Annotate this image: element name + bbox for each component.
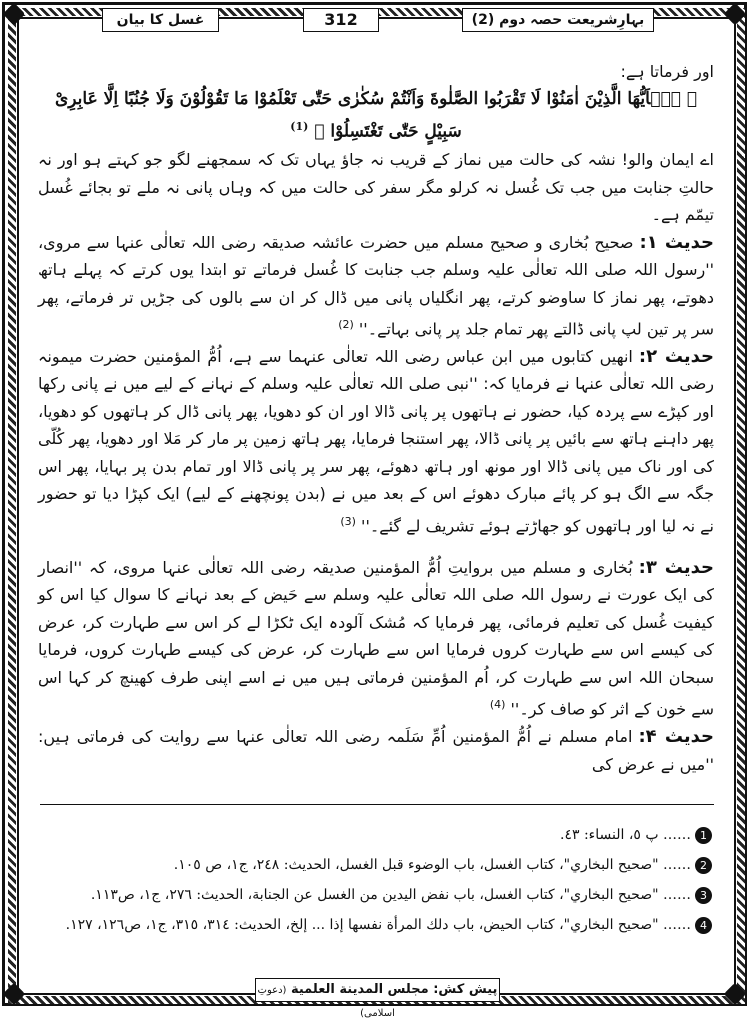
hadith-text: امام مسلم نے اُمُّ المؤمنین اُمِّ سَلَمہ رضی اللہ تعالٰی عنہا سے روایت کی فرماتی ہیں: ''میں نے عرض کی <box>38 727 714 774</box>
footnote-ref: (3) <box>340 514 356 528</box>
page-number: 312 <box>303 8 379 32</box>
footnote-text: …… "صحيح البخاري"، كتاب الحيض، باب دلك المرأة نفسها إذا ... إلخ، الحديث: ٣١٤، ٣١٥، ج١، ص١٢٦، ١٢٧. <box>65 917 691 933</box>
footnote-ref: (4) <box>489 698 506 712</box>
footnote <box>40 880 712 910</box>
presenter-label: پیش کش: <box>433 982 498 997</box>
publisher-name: مجلس المدينة العلمية <box>290 982 429 997</box>
footnote-number: 3 <box>695 887 712 904</box>
book-title: بہارِشریعت حصہ دوم (2) <box>462 8 654 32</box>
chapter-title: غسل کا بیان <box>102 8 219 32</box>
footnotes <box>40 820 712 940</box>
page-footer <box>0 978 753 1019</box>
hadith-text: صحیح بُخاری و صحیح مسلم میں حضرت عائشہ صدیقہ رضی اللہ تعالٰی عنہا سے مروی، ''رسول اللہ صلی اللہ تعالٰی علیہ وسلم جب جنابت کا غُسل فرماتے تو ابتدا یوں کرتے کہ پہلے ہاتھ دھوتے، پھر نماز کا ساوضو کرتے، پھر انگلیاں پانی میں ڈال کر ان سے بالوں کی جڑیں تر فرماتے، پھر سر پر تین لپ پانی ڈالتے پھر تمام جلد پر پانی بہاتے۔'' <box>38 232 714 339</box>
footnote <box>40 850 712 880</box>
hadith-label: حدیث ۳: <box>638 556 714 578</box>
quran-verse <box>38 86 714 147</box>
footnote-ref: (1) <box>290 120 309 133</box>
hadith-1 <box>38 229 714 343</box>
hadith-text: انھیں کتابوں میں ابن عباس رضی اللہ تعالٰی عنہما سے ہے، اُمُّ المؤمنین حضرت میمونہ رضی اللہ تعالٰی عنہا نے فرمایا کہ: ''نبی صلی اللہ تعالٰی علیہ وسلم کے نہانے کے لیے میں نے پانی رکھا اور کپڑے سے پردہ کیا، حضور نے ہاتھوں پر پانی ڈالا اور ان کو دھویا، پھر پانی ڈال کر ہاتھوں کو دھویا، پھر داہنے ہاتھ سے بائیں پر پانی ڈالا، پھر استنجا فرمایا، پھر ہاتھ زمین پر مار کر مَلا اور دھویا، پھر کُلّی کی اور ناک میں پانی ڈالا اور مونھ اور ہاتھ دھوئے، پھر سر پر پانی ڈالا اور تمام بدن پر بہایا، پھر اس جگہ سے الگ ہو کر پائے مبارک دھوئے اس کے بعد میں نے (بدن پونچھنے کے لیے) ایک کپڑا دیا تو حضور نے نہ لیا اور ہاتھوں کو جھاڑتے ہوئے تشریف لے گئے۔'' <box>38 346 714 536</box>
footnote-ref: (2) <box>338 318 354 332</box>
main-text <box>38 58 714 778</box>
hadith-2 <box>38 343 714 540</box>
footnote-text: …… "صحيح البخاري"، كتاب الغسل، باب الوضوء قبل الغسل، الحديث: ٢٤٨، ج١، ص ١٠٥. <box>173 857 691 873</box>
hadith-3 <box>38 554 714 723</box>
publisher-box <box>255 978 500 1019</box>
footnote-number: 2 <box>695 857 712 874</box>
hadith-label: حدیث ۴: <box>638 726 715 748</box>
footnote <box>40 820 712 850</box>
hadith-4 <box>38 723 714 778</box>
footnote-number: 4 <box>695 917 712 934</box>
footnote-number: 1 <box>695 827 712 844</box>
footnote-text: …… "صحيح البخاري"، كتاب الغسل، باب نفض اليدين من الغسل عن الجنابة، الحديث: ٢٧٦، ج١، ص١١٣. <box>90 887 691 903</box>
footnote-text: …… پ ٥، النساء: ٤٣. <box>560 827 691 843</box>
footnote-separator <box>40 804 714 805</box>
page-header <box>0 6 753 34</box>
verse-text: ﴿ یٰۤاَیُّهَا الَّذِیْنَ اٰمَنُوْا لَا تَقْرَبُوا الصَّلٰوةَ وَاَنْتُمْ سُكٰرٰى حَتّٰى تَعْلَمُوْا مَا تَقُوْلُوْنَ وَلَا جُنُبًا اِلَّا عَابِرِیْ سَبِیْلٍ حَتّٰى تَغْتَسِلُوْا ﴾ <box>55 88 697 142</box>
footnote <box>40 910 712 940</box>
verse-translation: اے ایمان والو! نشہ کی حالت میں نماز کے قریب نہ جاؤ یہاں تک کہ سمجھنے لگو جو کہتے ہو اور نہ حالتِ جنابت میں جب تک غُسل نہ کرلو مگر سفر کی حالت میں کہ وہاں پانی نہ ملے تو بجائے غُسل تیمّم ہے۔ <box>38 150 714 225</box>
hadith-label: حدیث ۲: <box>638 345 715 367</box>
intro-line: اور فرماتا ہے: <box>620 62 714 81</box>
publisher-sub: (دعوتِ اسلامی) <box>257 985 395 1019</box>
hadith-label: حدیث ۱: <box>639 231 715 253</box>
hadith-text: بُخاری و مسلم میں بروایتِ اُمُّ المؤمنین صدیقہ رضی اللہ تعالٰی عنہا مروی، کہ ''انصار کی ایک عورت نے رسول اللہ صلی اللہ تعالٰی علیہ وسلم سے حَیض کے بعد نہانے کا سوال کیا اس کو کیفیت غُسل کی تعلیم فرمائی، پھر فرمایا کہ مُشک آلودہ ایک ٹکڑا لے کر اس سے طہارت کر، عرض کی کیسے اس سے طہارت کروں فرمایا اس سے طہارت کر، عرض کی کیسے طہارت کروں، فرمایا سبحان اللہ اس سے طہارت کر، اُم المؤمنین فرماتی ہیں میں نے اسے اپنی طرف کھینچ کر کہا اس سے خون کے اثر کو صاف کر۔'' <box>38 557 714 719</box>
